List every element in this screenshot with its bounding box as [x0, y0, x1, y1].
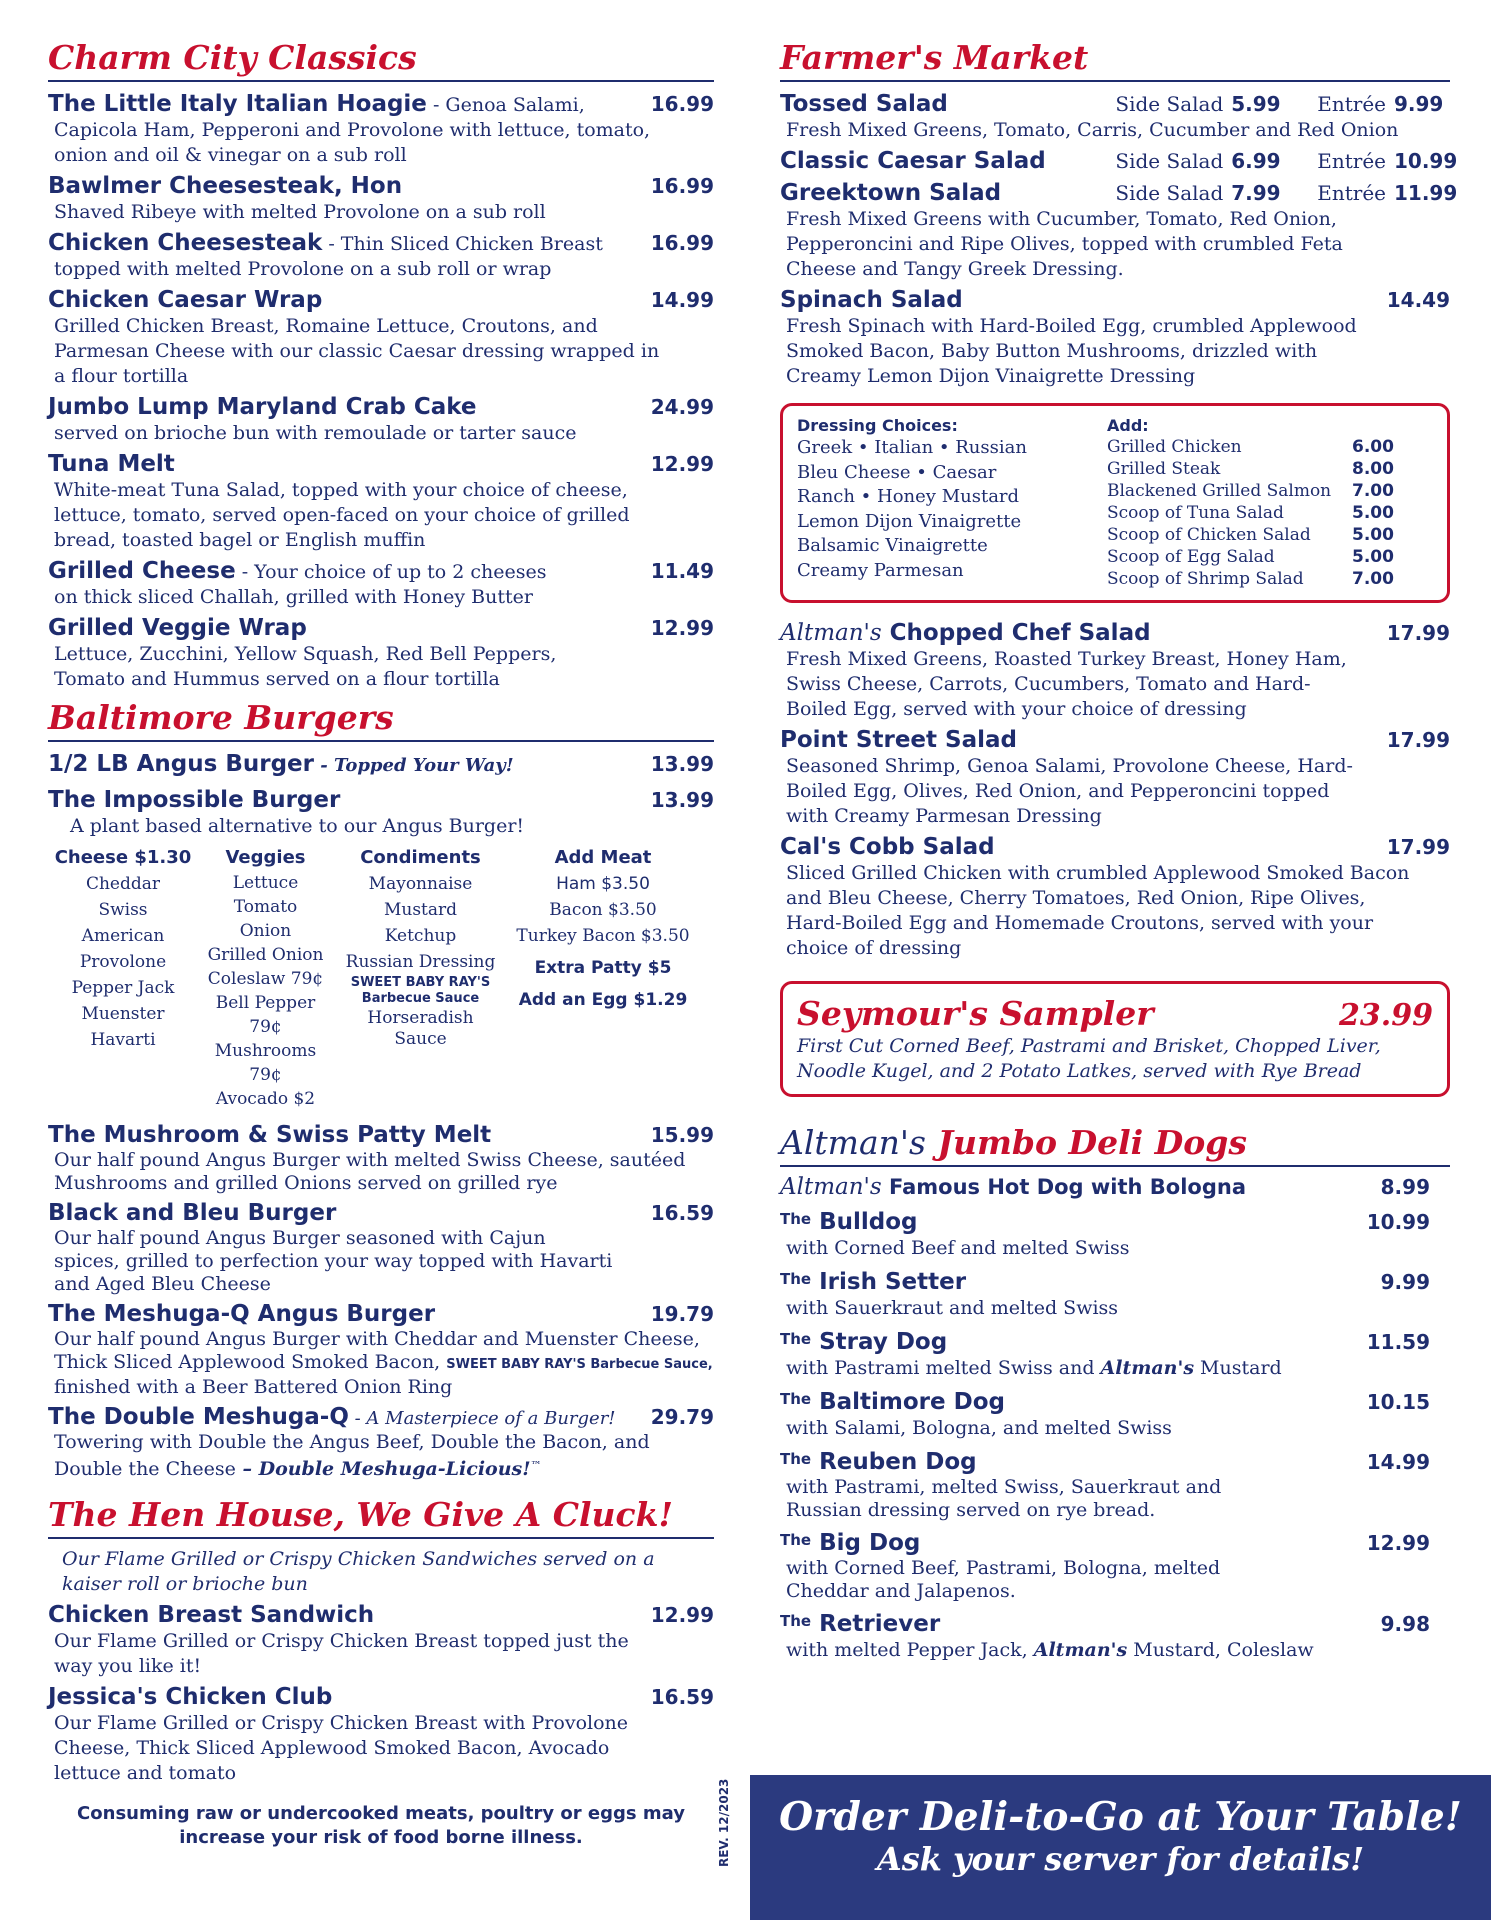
item-prefix: The: [780, 1210, 812, 1228]
add-on-name: Grilled Steak: [1107, 459, 1221, 479]
topping-option[interactable]: Havarti: [90, 1030, 156, 1050]
item-price: 9.98: [1380, 1612, 1430, 1636]
item-price: 13.99: [650, 788, 714, 812]
item-desc: Our Flame Grilled or Crispy Chicken Breast with Provolone Cheese, Thick Sliced Applewood Smoked Bacon, Avocado lettuce and tomato: [54, 1712, 628, 1784]
item-price: 12.99: [1366, 1531, 1430, 1555]
item-name: Grilled Veggie Wrap: [48, 615, 307, 641]
topping-option[interactable]: Horseradish: [367, 1008, 474, 1028]
menu-item[interactable]: [48, 614, 714, 692]
add-on-name: Grilled Chicken: [1107, 437, 1242, 457]
toppings-header: Veggies: [225, 847, 306, 868]
toppings-header: Condiments: [360, 847, 481, 868]
item-name: Grilled Cheese: [48, 558, 236, 584]
item-prefix: The: [780, 1612, 812, 1630]
topping-option[interactable]: Grilled Onion: [207, 945, 324, 965]
item-desc: with Salami, Bologna, and melted Swiss: [786, 1417, 1172, 1439]
topping-option[interactable]: Lettuce: [232, 873, 299, 893]
item-name: Jumbo Lump Maryland Crab Cake: [48, 394, 477, 420]
add-on-price: 8.00: [1352, 459, 1394, 479]
item-name: Point Street Salad: [780, 727, 1017, 753]
entree-price: 10.99: [1394, 149, 1458, 173]
altmans-logo-text: Altman's: [1100, 1357, 1195, 1379]
side-price: 5.99: [1231, 92, 1281, 116]
toppings-header: Add Meat: [554, 847, 652, 868]
menu-item-caesar[interactable]: [780, 147, 1458, 175]
item-price: 16.99: [650, 92, 714, 116]
trademark-symbol: ™: [530, 1459, 542, 1472]
item-price: 10.99: [1366, 1210, 1430, 1234]
topping-extra-patty[interactable]: Extra Patty $5: [534, 958, 672, 978]
topping-option[interactable]: Turkey Bacon $3.50: [516, 926, 690, 946]
menu-item[interactable]: [48, 229, 714, 282]
menu-item-famous-dog[interactable]: [780, 1173, 1450, 1201]
add-on-name: Scoop of Egg Salad: [1107, 547, 1275, 567]
sbr-logo-text: Barbecue Sauce: [361, 991, 480, 1006]
item-inline-desc: - Topped Your Way!: [313, 755, 514, 776]
add-on-name: Blackened Grilled Salmon: [1107, 481, 1332, 501]
item-desc: Our Flame Grilled or Crispy Chicken Breast topped just the way you like it!: [54, 1630, 629, 1677]
item-price: 17.99: [1386, 728, 1450, 752]
item-price: 19.79: [650, 1302, 714, 1326]
item-price: 12.99: [650, 616, 714, 640]
menu-item[interactable]: [48, 172, 714, 225]
topping-option[interactable]: Pepper Jack: [71, 978, 175, 998]
item-price: 15.99: [650, 1123, 714, 1147]
item-price: 9.99: [1380, 1270, 1430, 1294]
double-meshuga-tagline: – Double Meshuga-Licious!: [235, 1458, 531, 1480]
item-price: 8.99: [1380, 1175, 1430, 1199]
altmans-logo-text: Altman's: [1033, 1639, 1128, 1661]
topping-option[interactable]: Coleslaw 79¢: [207, 969, 324, 989]
banner-subline: Ask your server for details!: [876, 1840, 1365, 1878]
toppings-header: Cheese $1.30: [54, 847, 192, 868]
item-price: 10.15: [1366, 1390, 1430, 1414]
seymours-sampler-box[interactable]: [780, 981, 1450, 1097]
item-price: 29.79: [650, 1405, 714, 1429]
menu-item-dog[interactable]: [780, 1325, 1450, 1381]
item-name: The Mushroom & Swiss Patty Melt: [48, 1122, 492, 1148]
order-to-go-banner[interactable]: [750, 1775, 1491, 1920]
menu-item-double-meshuga[interactable]: [48, 1403, 714, 1481]
item-price: 14.99: [650, 288, 714, 312]
menu-item-tossed[interactable]: [780, 90, 1450, 143]
item-prefix: The: [780, 1531, 812, 1549]
topping-option[interactable]: Bacon $3.50: [549, 900, 657, 920]
add-on-name: Scoop of Tuna Salad: [1107, 503, 1284, 523]
menu-item-angus[interactable]: [48, 750, 714, 778]
item-desc: [780, 1638, 1450, 1663]
add-on-row[interactable]: [1107, 568, 1394, 590]
item-prefix: The: [780, 1330, 812, 1348]
menu-item[interactable]: [48, 1601, 714, 1679]
add-on-price: 5.00: [1352, 525, 1394, 545]
item-price: 11.59: [1366, 1330, 1430, 1354]
menu-item-dog[interactable]: [780, 1385, 1450, 1441]
item-price: 17.99: [1386, 835, 1450, 859]
item-name: The Little Italy Italian Hoagie: [48, 91, 427, 117]
desc-part: with melted Pepper Jack,: [786, 1639, 1034, 1661]
dressing-option[interactable]: Lemon Dijon Vinaigrette: [797, 510, 1022, 532]
desc-part: Our half pound Angus Burger with Cheddar and Muenster Cheese, Thick Sliced Applewood Smoked Bacon,: [54, 1328, 700, 1373]
item-name: Chopped Chef Salad: [881, 620, 1151, 646]
menu-item-dog[interactable]: [780, 1526, 1450, 1603]
menu-item-spinach[interactable]: [780, 286, 1450, 389]
sbr-logo-text[interactable]: SWEET BABY RAY'S: [350, 975, 491, 990]
left-column: [48, 38, 714, 1850]
item-desc: A plant based alternative to our Angus Burger!: [70, 815, 525, 837]
item-name: Bulldog: [811, 1209, 918, 1235]
item-name: Bawlmer Cheesesteak, Hon: [48, 173, 403, 199]
item-price: 16.99: [650, 231, 714, 255]
menu-item[interactable]: [48, 90, 714, 168]
menu-item[interactable]: [48, 1121, 714, 1195]
item-price: 14.99: [1366, 1450, 1430, 1474]
menu-item-dog[interactable]: [780, 1607, 1450, 1663]
item-name: The Impossible Burger: [48, 787, 341, 813]
item-desc: Sliced Grilled Chicken with crumbled Applewood Smoked Bacon and Bleu Cheese, Cherry Tomatoes, Red Onion, Ripe Olives, Hard-Boiled Egg and Homemade Croutons, served with your choice of dressing: [786, 862, 1410, 959]
right-column: [780, 38, 1458, 1667]
entree-label: Entrée: [1317, 181, 1386, 205]
topping-option[interactable]: Muenster: [81, 1004, 165, 1024]
item-prefix: The: [780, 1450, 812, 1468]
topping-option[interactable]: Mustard: [383, 900, 458, 920]
item-desc: Fresh Mixed Greens, Tomato, Carris, Cucumber and Red Onion: [786, 119, 1399, 141]
item-name: Cal's Cobb Salad: [780, 834, 995, 860]
add-on-row[interactable]: [1107, 480, 1394, 502]
charm-list: [48, 90, 714, 692]
desc-part: with Pastrami melted Swiss and: [786, 1357, 1101, 1379]
item-desc: Grilled Chicken Breast, Romaine Lettuce, Croutons, and Parmesan Cheese with our classic Caesar dressing wrapped in a flour tortilla: [54, 315, 660, 387]
item-prefix: The: [780, 1390, 812, 1408]
topping-option[interactable]: Avocado $2: [215, 1089, 316, 1109]
item-name: 1/2 LB Angus Burger: [48, 751, 314, 777]
topping-add-egg[interactable]: Add an Egg $1.29: [518, 990, 688, 1010]
menu-item-cobb[interactable]: [780, 833, 1450, 961]
add-header: Add:: [1107, 416, 1149, 435]
menu-item[interactable]: [48, 286, 714, 389]
item-price: 17.99: [1386, 621, 1450, 645]
dressing-option[interactable]: Ranch • Honey Mustard: [797, 486, 1020, 507]
menu-item[interactable]: [48, 1683, 714, 1786]
add-ons: [1107, 416, 1394, 590]
menu-item[interactable]: [48, 1199, 714, 1296]
item-name: Baltimore Dog: [811, 1389, 1005, 1415]
toppings-meat: [508, 845, 698, 1111]
topping-option[interactable]: Ham $3.50: [556, 874, 650, 894]
add-on-row[interactable]: [1107, 458, 1394, 480]
hen-intro: Our Flame Grilled or Crispy Chicken Sandwiches served on a kaiser roll or brioche bun: [62, 1548, 655, 1595]
topping-option[interactable]: Mayonnaise: [368, 874, 473, 894]
item-desc: on thick sliced Challah, grilled with Honey Butter: [54, 586, 533, 608]
topping-option[interactable]: Bell Pepper 79¢: [215, 993, 316, 1037]
topping-option[interactable]: American: [81, 926, 165, 946]
menu-item-impossible[interactable]: [48, 786, 714, 839]
item-desc: Seasoned Shrimp, Genoa Salami, Provolone Cheese, Hard-Boiled Egg, Olives, Red Onion, and Pepperoncini topped with Creamy Parmesan Dressing: [786, 755, 1353, 827]
item-name: Tuna Melt: [48, 451, 175, 477]
item-name: Chicken Breast Sandwich: [48, 1602, 375, 1628]
item-desc: Lettuce, Zucchini, Yellow Squash, Red Bell Peppers, Tomato and Hummus served on a flour tortilla: [54, 643, 557, 690]
dressing-choices: [797, 416, 1107, 590]
side-label: Side Salad: [1115, 149, 1224, 173]
side-price: 6.99: [1231, 149, 1281, 173]
add-on-price: 7.00: [1352, 481, 1394, 501]
side-price: 7.99: [1231, 181, 1281, 205]
dressing-and-add-box: [780, 403, 1450, 603]
item-desc: [48, 1431, 654, 1481]
item-desc: with Corned Beef, Pastrami, Bologna, melted Cheddar and Jalapenos.: [786, 1557, 1221, 1602]
dressing-option[interactable]: Creamy Parmesan: [797, 559, 964, 581]
item-price: 24.99: [650, 395, 714, 419]
item-desc: Fresh Mixed Greens, Roasted Turkey Breast, Honey Ham, Swiss Cheese, Carrots, Cucumbers, Tomato and Hard-Boiled Egg, served with your choice of dressing: [786, 648, 1347, 720]
section-title-deli-dogs: [780, 1123, 1450, 1167]
section-title-hen-house: The Hen House, We Give A Cluck!: [48, 1495, 714, 1539]
desc-part: finished with a Beer Battered Onion Ring: [54, 1376, 453, 1398]
revision-label: [714, 1770, 734, 1870]
topping-option[interactable]: Swiss: [98, 900, 148, 920]
topping-option[interactable]: Mushrooms 79¢: [214, 1041, 317, 1085]
menu-item-dog[interactable]: [780, 1265, 1450, 1321]
item-name: Big Dog: [811, 1530, 921, 1556]
sampler-title: Seymour's Sampler: [797, 994, 1154, 1033]
add-on-price: 6.00: [1352, 437, 1394, 457]
topping-option[interactable]: Ketchup: [384, 926, 457, 946]
item-desc: White-meat Tuna Salad, topped with your choice of cheese, lettuce, tomato, served open-faced on your choice of grilled bread, toasted bagel or English muffin: [54, 479, 630, 551]
menu-item[interactable]: [48, 450, 714, 553]
entree-label: Entrée: [1317, 149, 1386, 173]
salad-sizes: [1115, 92, 1450, 116]
item-price: 13.99: [650, 752, 714, 776]
item-price: 16.59: [650, 1685, 714, 1709]
item-prefix: The: [780, 1270, 812, 1288]
revision-text: REV. 12/2023: [717, 1778, 731, 1867]
menu-item-greektown[interactable]: [780, 179, 1458, 282]
item-desc: Our half pound Angus Burger with melted Swiss Cheese, sautéed Mushrooms and grilled Onions served on grilled rye: [54, 1149, 686, 1194]
section-title-charm-city: Charm City Classics: [48, 38, 714, 82]
add-on-name: Scoop of Chicken Salad: [1107, 525, 1311, 545]
item-name: Jessica's Chicken Club: [48, 1684, 333, 1710]
item-desc: Fresh Spinach with Hard-Boiled Egg, crumbled Applewood Smoked Bacon, Baby Button Mushrooms, drizzled with Creamy Lemon Dijon Vinaigrette Dressing: [786, 315, 1357, 387]
item-inline-desc: - Your choice of up to 2 cheeses: [235, 561, 547, 583]
food-safety-warning: Consuming raw or undercooked meats, poultry or eggs may increase your risk of food borne illness.: [77, 1803, 685, 1848]
entree-price: 11.99: [1394, 181, 1458, 205]
item-desc: with Sauerkraut and melted Swiss: [786, 1297, 1119, 1319]
altmans-logo-text: Altman's: [780, 1174, 882, 1200]
add-on-price: 5.00: [1352, 503, 1394, 523]
menu-item[interactable]: [48, 393, 714, 446]
banner-headline: Order Deli-to-Go at Your Table!: [779, 1794, 1462, 1840]
section-title-burgers: Baltimore Burgers: [48, 698, 714, 742]
add-on-row[interactable]: [1107, 502, 1394, 524]
menu-item-chef-salad[interactable]: [780, 619, 1450, 722]
topping-option[interactable]: Russian Dressing: [345, 952, 496, 972]
topping-option[interactable]: Tomato: [233, 897, 298, 917]
section-title-text: Jumbo Deli Dogs: [925, 1123, 1247, 1162]
altmans-logo-text: Altman's: [780, 620, 882, 646]
item-desc: served on brioche bun with remoulade or tarter sauce: [54, 422, 577, 444]
item-desc: Shaved Ribeye with melted Provolone on a sub roll: [54, 201, 546, 223]
menu-item-dog[interactable]: [780, 1205, 1450, 1261]
topping-option[interactable]: Cheddar: [85, 874, 161, 894]
dressing-option[interactable]: Greek • Italian • Russian: [797, 437, 1027, 458]
toppings-veggies: [198, 845, 333, 1111]
item-name: Spinach Salad: [780, 287, 963, 313]
dressing-option[interactable]: Bleu Cheese • Caesar: [797, 461, 997, 483]
item-desc: Our half pound Angus Burger seasoned with Cajun spices, grilled to perfection your way topped with Havarti and Aged Bleu Cheese: [54, 1227, 613, 1295]
topping-option[interactable]: Onion: [239, 921, 292, 941]
item-name: Classic Caesar Salad: [780, 148, 1046, 174]
toppings-cheese: [48, 845, 198, 1111]
item-inline-desc: - A Masterpiece of a Burger!: [348, 1408, 616, 1429]
dressing-option[interactable]: Balsamic Vinaigrette: [797, 535, 988, 556]
item-name: Tossed Salad: [780, 91, 948, 117]
item-name: Chicken Cheesesteak: [48, 230, 323, 256]
salad-sizes: [1115, 181, 1458, 205]
item-name: Greektown Salad: [780, 180, 1002, 206]
add-on-name: Scoop of Shrimp Salad: [1107, 569, 1304, 589]
item-desc: with Pastrami, melted Swiss, Sauerkraut and Russian dressing served on rye bread.: [786, 1476, 1222, 1521]
burger-toppings: [48, 845, 714, 1111]
menu-item-point-street[interactable]: [780, 726, 1450, 829]
item-name: Chicken Caesar Wrap: [48, 287, 323, 313]
entree-price: 9.99: [1394, 92, 1444, 116]
section-title-farmers-market: Farmer's Market: [780, 38, 1450, 82]
add-on-price: 5.00: [1352, 547, 1394, 567]
add-on-row[interactable]: [1107, 546, 1394, 568]
dressing-header: Dressing Choices:: [797, 416, 958, 435]
sbr-logo-text: SWEET BABY RAY'S Barbecue Sauce,: [446, 1357, 713, 1372]
sampler-price: 23.99: [1339, 998, 1433, 1033]
item-desc: [780, 1356, 1450, 1381]
desc-part: Towering with Double the Angus Beef, Double the Bacon, and Double the Cheese: [54, 1431, 650, 1480]
entree-label: Entrée: [1317, 92, 1386, 116]
topping-option[interactable]: Provolone: [79, 952, 167, 972]
side-label: Side Salad: [1115, 92, 1224, 116]
sampler-desc: First Cut Corned Beef, Pastrami and Brisket, Chopped Liver, Noodle Kugel, and 2 Potato Latkes, served with Rye Bread: [797, 1035, 1381, 1082]
salad-sizes: [1115, 149, 1458, 173]
menu-item[interactable]: [48, 557, 714, 610]
item-inline-desc: - Thin Sliced Chicken Breast: [322, 233, 603, 255]
item-desc: with Corned Beef and melted Swiss: [786, 1237, 1130, 1259]
item-price: 12.99: [650, 1603, 714, 1627]
item-desc: Capicola Ham, Pepperoni and Provolone with lettuce, tomato, onion and oil & vinegar on a sub roll: [54, 119, 651, 166]
altmans-logo-text: Altman's: [780, 1123, 926, 1162]
add-on-row[interactable]: [1107, 436, 1394, 458]
item-desc: [48, 1328, 714, 1399]
item-name: The Double Meshuga-Q: [48, 1404, 349, 1430]
item-desc: Fresh Mixed Greens with Cucumber, Tomato, Red Onion, Pepperoncini and Ripe Olives, topped with crumbled Feta Cheese and Tangy Greek Dressing.: [786, 208, 1343, 280]
menu-item-meshuga[interactable]: [48, 1300, 714, 1399]
topping-option-cont: Sauce: [394, 1029, 447, 1049]
item-name: Irish Setter: [811, 1269, 967, 1295]
item-price: 16.99: [650, 174, 714, 198]
item-name: Black and Bleu Burger: [48, 1200, 337, 1226]
item-inline-desc: - Genoa Salami,: [426, 94, 585, 116]
item-price: 16.59: [650, 1201, 714, 1225]
menu-item-dog[interactable]: [780, 1445, 1450, 1522]
item-name: Stray Dog: [811, 1329, 948, 1355]
item-desc: topped with melted Provolone on a sub roll or wrap: [54, 258, 552, 280]
add-on-price: 7.00: [1352, 569, 1394, 589]
item-name: The Meshuga-Q Angus Burger: [48, 1301, 436, 1327]
toppings-condiments: [333, 845, 508, 1111]
item-price: 12.99: [650, 452, 714, 476]
item-name: Retriever: [811, 1611, 941, 1637]
desc-part: Mustard, Coleslaw: [1127, 1639, 1314, 1661]
add-on-row[interactable]: [1107, 524, 1394, 546]
item-name: Reuben Dog: [811, 1449, 977, 1475]
desc-part: Mustard: [1194, 1357, 1282, 1379]
item-price: 14.49: [1386, 288, 1450, 312]
side-label: Side Salad: [1115, 181, 1224, 205]
item-price: 11.49: [650, 559, 714, 583]
item-name: Famous Hot Dog with Bologna: [881, 1175, 1247, 1199]
